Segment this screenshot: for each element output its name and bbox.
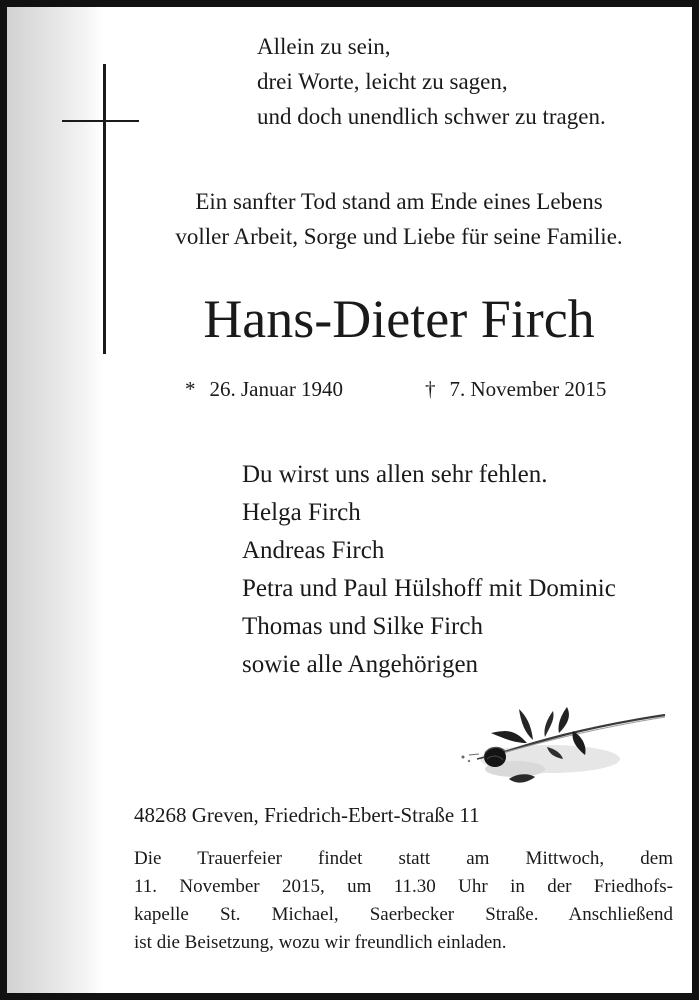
deceased-name: Hans-Dieter Firch xyxy=(203,289,595,349)
death-date-line xyxy=(425,375,606,403)
tribute xyxy=(99,184,699,254)
mourner-line: Thomas und Silke Firch xyxy=(242,613,483,640)
poem-line: und doch unendlich schwer zu tragen. xyxy=(257,104,606,129)
funeral-line: Die Trauerfeier findet statt am Mittwoch, dem xyxy=(134,848,673,869)
birth-date: 26. Januar 1940 xyxy=(209,377,344,401)
death-symbol: † xyxy=(425,377,436,401)
poem-line: Allein zu sein, xyxy=(257,34,391,59)
funeral-line: 11. November 2015, um 11.30 Uhr in der Friedhofs- xyxy=(134,876,673,897)
cross-icon-bar xyxy=(62,120,139,122)
death-date: 7. November 2015 xyxy=(449,377,607,401)
birth-symbol: * xyxy=(185,377,196,401)
funeral-line: kapelle St. Michael, Saerbecker Straße. Anschließend xyxy=(134,904,673,925)
tribute-line: voller Arbeit, Sorge und Liebe für seine Familie. xyxy=(175,224,623,249)
address-city: 48268 Greven, xyxy=(134,803,259,827)
mourner-line: Du wirst uns allen sehr fehlen. xyxy=(242,461,548,488)
address xyxy=(134,800,480,830)
mourner-line: Helga Firch xyxy=(242,499,361,526)
mourners xyxy=(242,456,616,684)
mourner-line: Andreas Firch xyxy=(242,537,385,564)
poem-line: drei Worte, leicht zu sagen, xyxy=(257,69,508,94)
funeral-details xyxy=(134,845,673,957)
tribute-line: Ein sanfter Tod stand am Ende eines Lebens xyxy=(195,189,603,214)
rose-icon xyxy=(455,697,670,792)
address-street: Friedrich-Ebert-Straße 11 xyxy=(264,803,480,827)
funeral-line: ist die Beisetzung, wozu wir freundlich einladen. xyxy=(134,932,507,953)
mourner-line: sowie alle Angehörigen xyxy=(242,651,479,678)
birth-date-line xyxy=(185,375,343,403)
side-strip xyxy=(7,7,103,993)
poem xyxy=(257,29,606,134)
mourner-line: Petra und Paul Hülshoff mit Dominic xyxy=(242,575,616,602)
